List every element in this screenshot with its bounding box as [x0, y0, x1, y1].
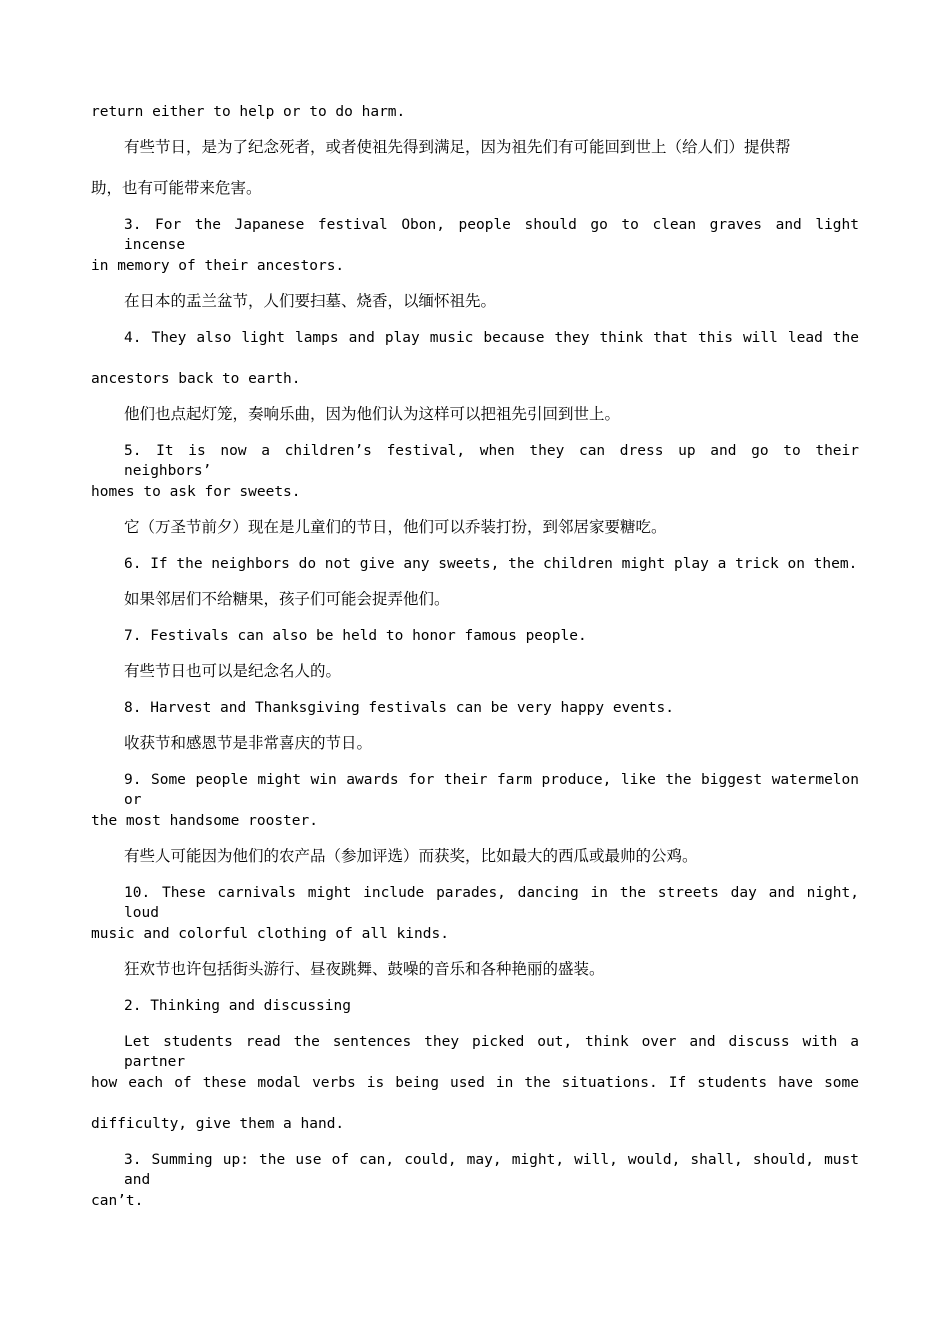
text-line-chinese: 狂欢节也许包括街头游行、昼夜跳舞、鼓噪的音乐和各种艳丽的盛装。 — [124, 960, 605, 978]
text-line: difficulty, give them a hand. — [91, 1116, 345, 1132]
text-line: music and colorful clothing of all kinds. — [91, 926, 449, 942]
text-line: 9. Some people might win awards for their farm produce, like the biggest watermelon or — [124, 772, 859, 808]
section-heading: 3. Summing up: the use of can, could, may, might, will, would, shall, should, must and — [124, 1152, 859, 1188]
text-line-chinese: 有些节日，是为了纪念死者，或者使祖先得到满足，因为祖先们有可能回到世上（给人们）提供帮 — [124, 138, 791, 156]
text-line: 8. Harvest and Thanksgiving festivals can be very happy events. — [124, 700, 674, 716]
text-line: homes to ask for sweets. — [91, 484, 301, 500]
text-line: 10. These carnivals might include parades, dancing in the streets day and night, loud — [124, 885, 859, 921]
text-line-chinese: 他们也点起灯笼，奏响乐曲，因为他们认为这样可以把祖先引回到世上。 — [124, 405, 621, 423]
text-line-chinese: 在日本的盂兰盆节，人们要扫墓、烧香，以缅怀祖先。 — [124, 292, 497, 310]
text-line: Let students read the sentences they picked out, think over and discuss with a partner — [124, 1034, 859, 1070]
text-line: how each of these modal verbs is being used in the situations. If students have some — [91, 1075, 859, 1091]
text-line-chinese: 有些人可能因为他们的农产品（参加评选）而获奖，比如最大的西瓜或最帅的公鸡。 — [124, 847, 698, 865]
text-line: 5. It is now a children’s festival, when they can dress up and go to their neighbors’ — [124, 443, 859, 479]
text-line: return either to help or to do harm. — [91, 104, 406, 120]
text-line: in memory of their ancestors. — [91, 258, 345, 274]
text-line: the most handsome rooster. — [91, 813, 318, 829]
section-heading: 2. Thinking and discussing — [124, 998, 351, 1014]
text-line: 7. Festivals can also be held to honor famous people. — [124, 628, 587, 644]
text-line: 6. If the neighbors do not give any sweets, the children might play a trick on them. — [124, 556, 858, 572]
text-line-chinese: 如果邻居们不给糖果，孩子们可能会捉弄他们。 — [124, 590, 450, 608]
text-line-chinese: 助，也有可能带来危害。 — [91, 179, 262, 197]
text-line: 4. They also light lamps and play music because they think that this will lead the — [124, 330, 859, 346]
text-line-chinese: 有些节日也可以是纪念名人的。 — [124, 662, 342, 680]
text-line: can’t. — [91, 1193, 144, 1209]
text-line: ancestors back to earth. — [91, 371, 301, 387]
text-line-chinese: 收获节和感恩节是非常喜庆的节日。 — [124, 734, 373, 752]
text-line: 3. For the Japanese festival Obon, people should go to clean graves and light incense — [124, 217, 859, 253]
text-line-chinese: 它（万圣节前夕）现在是儿童们的节日，他们可以乔装打扮，到邻居家要糖吃。 — [124, 518, 667, 536]
